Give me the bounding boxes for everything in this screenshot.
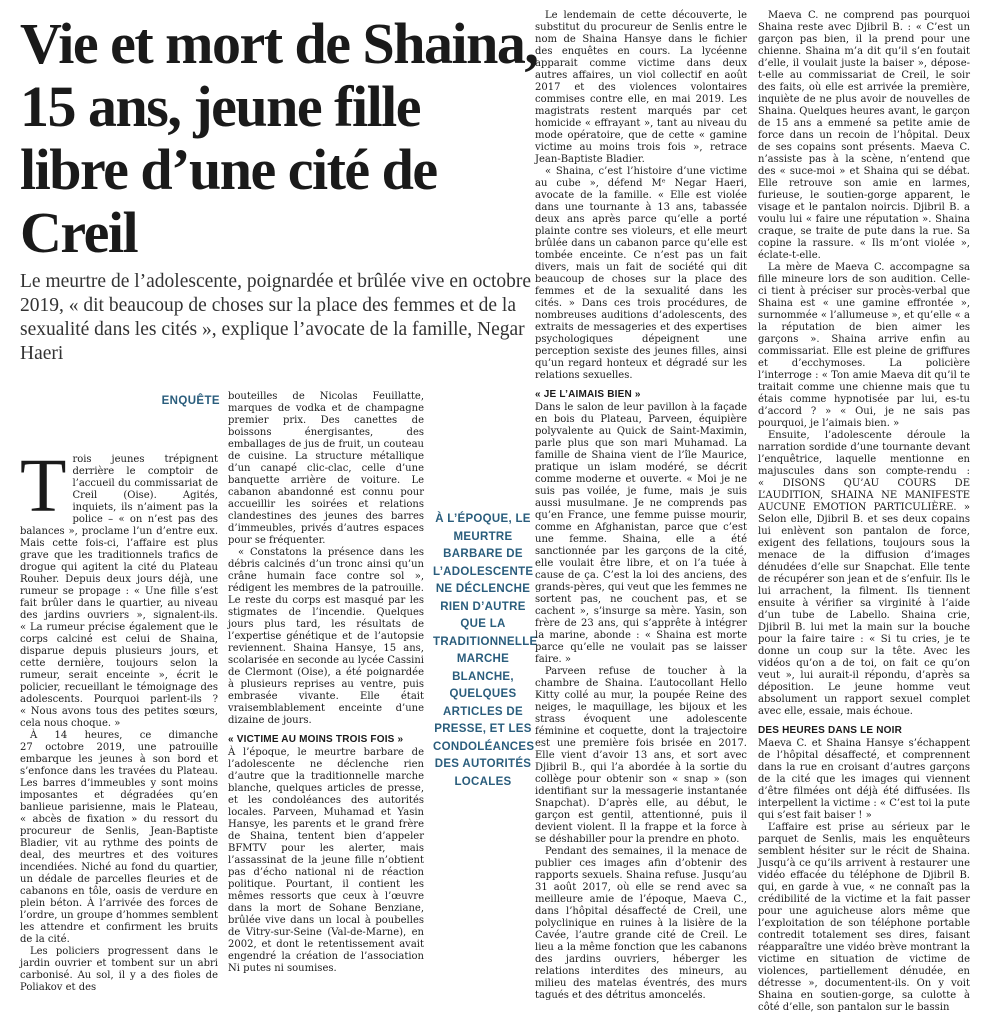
column-1: [20, 444, 218, 993]
paragraph: Le lendemain de cette découverte, le substitut du procureur de Senlis entre le nom de Shaina Hansye dans le fichier des enquêtes en cours. La lycéenne apparait comme victime dans deux autres affaires, un viol collectif en août 2017 et des violences volontaires commises contre elle, en mai 2019. Les magistrats restent marqués par cet homicide « effrayant », tant au niveau du mode opératoire, que de cette « gamine victime au moins trois fois », retrace Jean-Baptiste Bladier.: [535, 10, 747, 165]
paragraph: Pendant des semaines, il la menace de publier ces images afin d’obtenir des rapports sexuels. Shaina refuse. Jusqu’au 31 août 2017, où elle se rend avec sa meilleure amie de l’époque, Maeva C., dans l’hôpital désaffecté de Creil, une polyclinique en ruines à la lisière de la Cavée, l’autre grande cité de Creil. Le lieu a la même fonction que les cabanons des jardins ouvriers, héberger les relations interdites des mineurs, au milieu des matelas éventrés, des murs tagués et des détritus amoncelés.: [535, 846, 747, 1001]
paragraph: À 14 heures, ce dimanche 27 octobre 2019, une patrouille embarque les jeunes à son bord et s’enfonce dans les travées du Plateau. Les barres d’immeubles y sont moins imposantes et dégradées qu’en banlieue parisienne, mais le Plateau, « abcès de fixation » du ressort du procureur de Senlis, Jean-Baptiste Bladier, vit au rythme des points de deal, des meurtres et des voitures incendiées. Niché au fond du quartier, un dédale de parcelles fleuries et de cabanons en tôle, oasis de verdure en plein béton. À l’arrivée des forces de l’ordre, un groupe d’hommes semblent les attendre et confirment les bruits de la cité.: [20, 730, 218, 945]
pull-quote: À L’ÉPOQUE, LE MEURTRE BARBARE DE L’ADOLESCENTE NE DÉCLENCHE RIEN D’AUTRE QUE LA TRADITIONNELLE MARCHE BLANCHE, QUELQUES ARTICLES DE PRESSE, ET LES CONDOLÉANCES DES AUTORITÉS LOCALES: [433, 513, 538, 788]
paragraph: À l’époque, le meurtre barbare de l’adolescente ne déclenche rien d’autre que la traditionnelle marche blanche, quelques articles de presse, et les condoléances des autorités locales. Parveen, Muhamad et Yasin Hansye, les parents et le grand frère de Shaina, tentent bien d’appeler BFMTV pour les alerter, mais l’assassinat de la jeune fille n’obtient pas d’écho national ni de réaction politique. Pourtant, il contient les mêmes ressorts que ceux à l’œuvre dans la mort de Sohane Benziane, brûlée vive dans un local à poubelles de Vitry-sur-Seine (Val-de-Marne), en 2002, et dont le retentissement avait engendré la création de l’association Ni putes ni soumises.: [228, 747, 424, 974]
drop-cap: T: [20, 444, 67, 528]
paragraph: La mère de Maeva C. accompagne sa fille mineure lors de son audition. Celle-ci tient à préciser sur procès-verbal que Shaina est « une gamine effrontée », surnommée « l’allumeuse », et qu’elle « a la réputation de bien aimer les garçons ». Shaina arrive enfin au commissariat. Elle est pleine de griffures et d’ecchymoses. La policière l’interroge : « Ton amie Maeva dit qu’il te traitait comme une chienne mais que tu étais comme hypnotisée par lui, es-tu d’accord ? » « Oui, je ne sais pas pourquoi, je l’aimais bien. »: [758, 262, 970, 429]
column-4: [758, 10, 970, 1013]
paragraph: Parveen refuse de toucher à la chambre de Shaina. L’autocollant Hello Kitty collé au mur, la poupée Reine des neiges, le maquillage, les bijoux et les strass évoquent une adolescente féminine et coquette, dont la trajectoire est une première fois brisée en 2017. Elle vient d’avoir 13 ans, et sort avec Djibril B., qui l’a abordée à la sortie du collège pour obtenir son « snap » (son identifiant sur la messagerie instantanée Snapchat). D’après elle, au début, le garçon est gentil, attentionné, puis il devient violent. Il la frappe et la force à se déshabiller pour la prendre en photo.: [535, 666, 747, 845]
headline: Vie et mort de Shaina, 15 ans, jeune fille libre d’une cité de Creil: [20, 11, 538, 265]
subheading: « VICTIME AU MOINS TROIS FOIS »: [228, 734, 404, 745]
paragraph: bouteilles de Nicolas Feuillatte, marques de vodka et de champagne premier prix. Des canettes de boissons énergisantes, des emballages de jus de fruit, un couteau de cuisine. La structure métallique d’un canapé clic-clac, celle d’une banquette arrière de voiture. Le cabanon abandonné est connu pour accueillir les soirées et relations clandestines des jeunes des barres d’immeubles, privés d’autres espaces pour se fréquenter.: [228, 391, 424, 546]
paragraph: Dans le salon de leur pavillon à la façade en bois du Plateau, Parveen, équipière polyvalente au Quick de Saint-Maximin, parle plus que son mari Muhamad. La famille de Shaina vient de l’île Maurice, pratique un islam modéré, se décrit comme moderne et ouverte. « Moi je ne suis pas voilée, je fume, mais je suis aussi musulmane. Je ne comprends pas qu’en France, une femme puisse mourir, comme en Afghanistan, parce que c’est une femme. Shaina, elle a été sanctionnée par les garçons de la cité, elle voulait être libre, et on l’a tuée à cause de ça. C’est la loi des anciens, des grands-pères, qui veut que les femmes ne sortent pas, ne couchent pas, et se cachent », s’insurge sa mère. Yasin, son frère de 23 ans, qui s’apprête à intégrer la marine, abonde : « Shaina est morte parce qu’elle ne voulait pas se laisser faire. »: [535, 402, 747, 665]
column-3: [535, 10, 747, 1001]
paragraph: L’affaire est prise au sérieux par le parquet de Senlis, mais les enquêteurs semblent hésiter sur le récit de Shaina. Jusqu’à ce qu’ils arrivent à restaurer une vidéo effacée du téléphone de Djibril B. qui, en garde à vue, « ne connaît pas la crédibilité de la victime et la fait passer pour une aguicheuse alors même que l’exploitation de son téléphone portable contredit totalement ses dires, faisant réapparaître une vidéo brève montrant la victime en situation de victime de violences, partiellement dénudée, en détresse », documentent-ils. On y voit Shaina en soutien-gorge, sa culotte à côté d’elle, son pantalon sur le bassin: [758, 822, 970, 1013]
paragraph: « Constatons la présence dans les débris calcinés d’un tronc ainsi qu’un crâne humain face contre sol », rédigent les membres de la patrouille. Le reste du corps est masqué par les stigmates de l’incendie. Quelques jours plus tard, les résultats de l’expertise génétique et de l’autopsie reviennent. Shaina Hansye, 15 ans, scolarisée en seconde au lycée Cassini de Clermont (Oise), a été poignardée à plusieurs reprises au ventre, puis embrasée vivante. Elle était vraisemblablement enceinte d’une dizaine de jours.: [228, 547, 424, 726]
column-2: [228, 391, 424, 974]
paragraph: Les policiers progressent dans le jardin ouvrier et tombent sur un abri carbonisé. Au sol, il y a des fioles de Poliakov et des: [20, 946, 218, 993]
paragraph: Ensuite, l’adolescente déroule la narration sordide d’une tournante devant l’enquêtrice, laquelle mentionne en majuscules dans son compte-rendu : « DISONS QU’AU COURS DE L’AUDITION, SHAINA NE MANIFESTE AUCUNE EMOTION PARTICULIÈRE. » Selon elle, Djibril B. et ses deux copains lui enlèvent son pantalon de force, exigent des fellations, toujours sous la menace de la diffusion d’images dénudées d’elle sur Snapchat. Elle tente de récupérer son jean et de s’enfuir. Ils le lui arrachent, la filment. Ils tiennent ensuite à vérifier sa virginité à l’aide d’un tube de Labello. Shaina crie, Djibril B. lui met la main sur la bouche pour la faire taire : « Si tu cries, je te donne un coup sur la tête. Avec les vidéos qu’on a de toi, on fait ce qu’on veut », lui aurait-il répondu, d’après sa déposition. Le jeune homme veut absolument un rapport sexuel complet avec elle, essaie, mais échoue.: [758, 430, 970, 717]
paragraph: « Shaina, c’est l’histoire d’une victime au cube », défend Mᵉ Negar Haeri, avocate de la famille. « Elle est violée dans une tournante à 13 ans, tabassée deux ans après parce qu’elle a porté plainte contre ses violeurs, et elle meurt brûlée dans un cabanon parce qu’elle est tombée enceinte. Ce n’est pas un fait divers, mais un fait de société qui dit beaucoup de choses sur la place des femmes et de la sexualité dans les cités. » Dans ces trois procédures, de nombreuses auditions d’adolescents, des extraits de messageries et des expertises psychologiques dépeignent une perception sexiste des jeunes filles, ainsi qu’un regard honteux et dégradé sur les relations sexuelles.: [535, 166, 747, 381]
kicker: ENQUÊTE: [161, 395, 220, 407]
subheading: DES HEURES DANS LE NOIR: [758, 725, 903, 736]
deck: Le meurtre de l’adolescente, poignardée et brûlée vive en octobre 2019, « dit beaucoup de choses sur la place des femmes et de la sexualité dans les cités », explique l’avocate de la famille, Negar Haeri: [20, 271, 532, 364]
paragraph: Maeva C. et Shaina Hansye s’échappent de l’hôpital désaffecté, et comprennent dans la rue en croisant d’autres garçons de la cité que les images qui viennent d’être filmées ont déjà été diffusées. Ils interpellent la victime : « C’est toi la pute qui s’est fait baiser ! »: [758, 738, 970, 821]
paragraph: rois jeunes trépignent derrière le comptoir de l’accueil du commissariat de Creil (Oise). Agités, inquiets, ils n’aiment pas la police – « on n’est pas des balances », proclame l’un d’entre eux. Mais cette fois-ci, l’affaire est plus grave que les traditionnels trafics de drogue qui agitent la cité du Plateau Rouher. Depuis deux jours déjà, une rumeur se propage : « Une fille s’est fait brûler dans le quartier, au niveau des jardins ouvriers », signalent-ils. « La rumeur précise également que le corps calciné est celui de Shaina, disparue depuis plusieurs jours, et cette dernière, toujours selon la rumeur, serait enceinte », écrit le policier, recueillant le témoignage des adolescents. Pourquoi parlent-ils ? « Nous avons tous des petites sœurs, cela nous choque. »: [20, 454, 218, 729]
subheading: « JE L’AIMAIS BIEN »: [535, 389, 641, 400]
lead-paragraph-wrap: [20, 444, 218, 730]
paragraph: Maeva C. ne comprend pas pourquoi Shaina reste avec Djibril B. : « C’est un garçon pas bien, il la prend pour une chienne. Shaina m’a dit qu’il s’en foutait d’elle, il voulait juste la baiser », dépose-t-elle au commissariat de Creil, le soir des faits, où elle est arrivée la première, inquiète de ne plus avoir de nouvelles de Shaina. Quelques heures avant, le garçon de 15 ans a emmené sa petite amie de force dans un recoin de l’hôpital. Deux de ses copains sont présents. Maeva C. n’assiste pas à la scène, n’entend que des « suce-moi » et Shaina qui se débat. Elle retrouve son amie en larmes, furieuse, le soutien-gorge apparent, le visage et le pantalon noircis. Djibril B. a voulu lui « faire une réputation ». Shaina craque, se traite de pute dans la rue. Sa copine la rassure. « Ils m’ont violée », éclate-t-elle.: [758, 10, 970, 261]
